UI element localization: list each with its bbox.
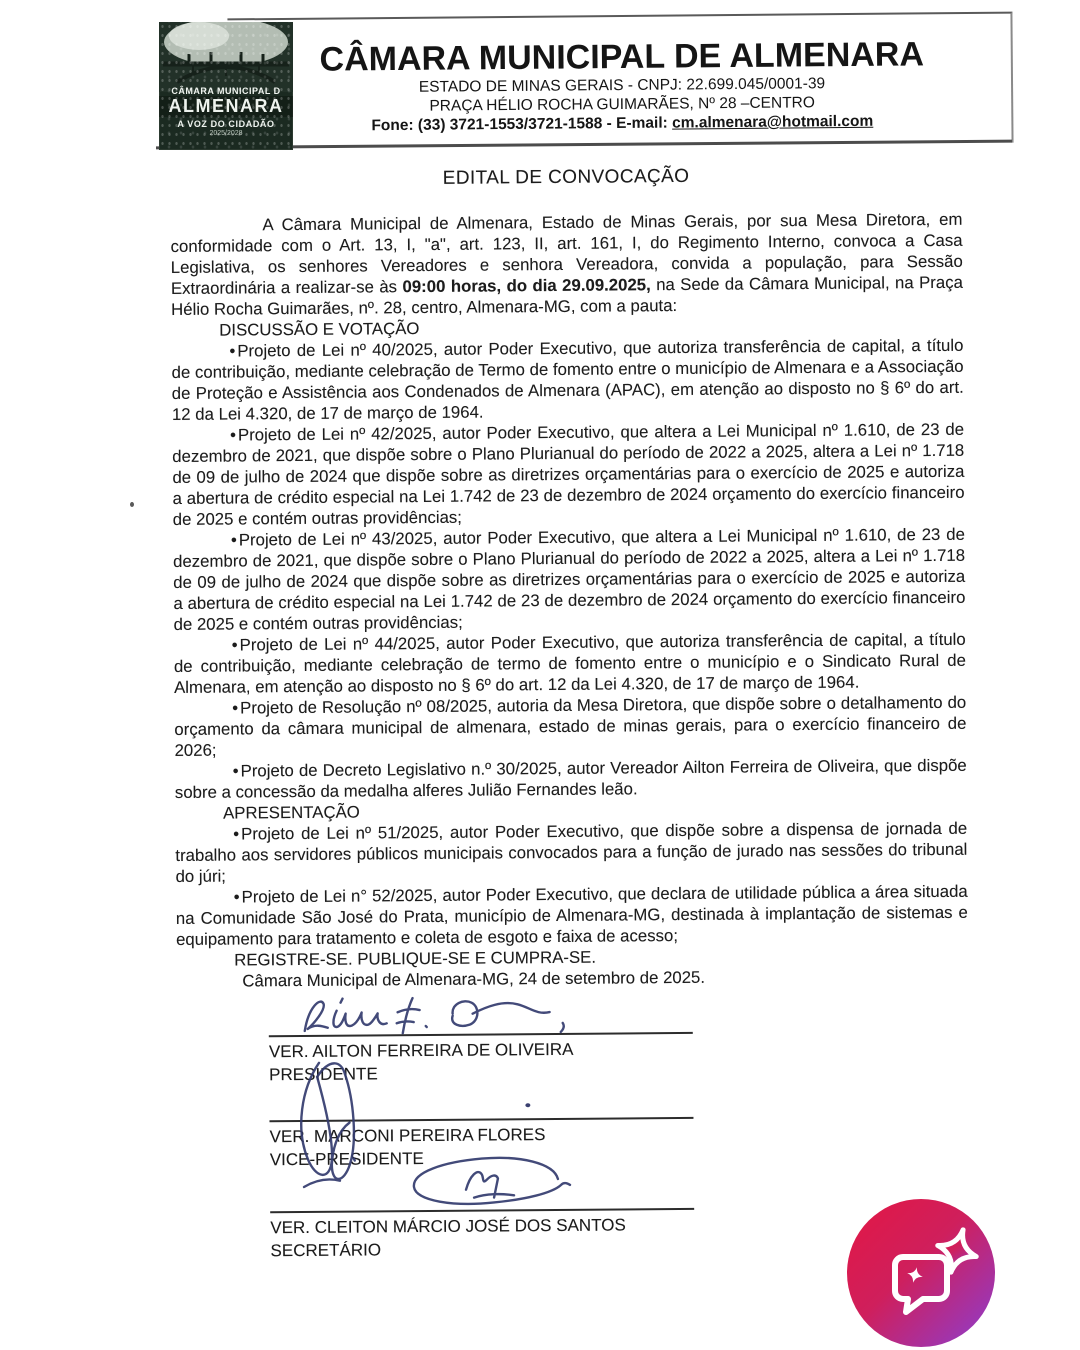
section-heading: DISCUSSÃO E VOTAÇÃO	[219, 319, 420, 340]
signature-entry	[269, 1117, 693, 1171]
logo-top-text: CÂMARA MUNICIPAL D	[171, 86, 281, 96]
agenda-item	[174, 629, 966, 698]
letterhead-line-cnpj: ESTADO DE MINAS GERAIS - CNPJ: 22.699.045/0001-39	[418, 75, 826, 96]
agenda-item-text: Projeto de Lei nº 44/2025, autor Poder Executivo, que autoriza transferência de capital, a título de contribuição, mediante celebração de termo de fomento entre o município e o Sindicato Rural de Almenara, em atenção ao disposto no § 6º do art. 12 da Lei 4.320, de 17 de março de 1964.	[173, 629, 966, 697]
logo-slogan: A VOZ DO CIDADÃO	[177, 119, 275, 129]
intro-paragraph	[170, 209, 963, 320]
letterhead-line-address: PRAÇA HÉLIO ROCHA GUIMARÃES, Nº 28 –CENTRO	[429, 94, 815, 115]
agenda-item	[171, 335, 964, 425]
agenda-item	[176, 881, 968, 950]
agenda-item-text: Projeto de Decreto Legislativo n.º 30/2025, autor Vereador Ailton Ferreira de Oliveira, que dispõe sobre a concessão da medalha alferes Julião Fernandes leão.	[174, 755, 967, 802]
signer-name: VER. AILTON FERREIRA DE OLIVEIRA	[268, 1039, 574, 1062]
document-body	[170, 164, 971, 1263]
bullet-icon: •	[229, 341, 236, 361]
signer-role: PRESIDENTE	[269, 1064, 378, 1085]
agenda-item-text: Projeto de Lei n° 52/2025, autor Poder Executivo, que declara de utilidade pública a área situada na Comunidade São José do Prata, município de Almenara-MG, destinada à implantação de sistemas e equipamento para tratamento e coleta de esgoto e faixa de acesso;	[175, 881, 968, 949]
signer-name: VER. CLEITON MÁRCIO JOSÉ DOS SANTOS	[270, 1215, 626, 1238]
signature-block	[269, 1032, 695, 1262]
agenda-item-text: Projeto de Lei nº 43/2025, autor Poder Executivo, que altera a Lei Municipal nº 1.610, de 23 de dezembro de 2021, que dispõe sobre o Plano Plurianual do período de 2022 a 2025, altera a Lei nº 1.718 de 09 de julho de 2024 que dispõe sobre as diretrizes orçamentárias para o exercício de 2025 e autoriza a abertura de crédito especial na Lei 1.742 de 23 de dezembro de 2024 orçamento do exercício financeiro de 2025 e contém outras providências;	[173, 524, 966, 634]
bullet-icon: •	[233, 824, 240, 844]
signature-entry	[269, 1032, 693, 1086]
intro-text: A Câmara Municipal de Almenara, Estado de Minas Gerais, por sua Mesa Diretora, em conformidade com o Art. 13, I, "a", art. 123, II, art. 161, I, do Regimento Interno, convoca a Casa Legislativa, os senhores Vereadores e senhora Vereadora, convida a população, para Sessão Extraordinária a realizar-se às	[170, 209, 963, 298]
agenda-item	[172, 419, 965, 530]
agenda-item-text: Projeto de Lei nº 40/2025, autor Poder Executivo, que autoriza transferência de capital, a título de contribuição, mediante celebração de Termo de fomento entre o município de Almenara e a Associação de Proteção e Assistência aos Condenados de Almenara (APAC), em atenção ao disposto no § 6º do art. 12 da Lei 4.320, de 17 de março de 1964.	[171, 335, 964, 424]
closing-order-line: REGISTRE-SE. PUBLIQUE-SE E CUMPRA-SE.	[234, 947, 597, 970]
document-title: EDITAL DE CONVOCAÇÃO	[442, 165, 690, 189]
agenda-item-text: Projeto de Lei nº 51/2025, autor Poder Executivo, que dispõe sobre a dispensa de jornada de trabalho aos servidores públicos municipais convocados para a função de jurado nas sessões do tribunal do júri;	[175, 818, 968, 886]
bullet-icon: •	[231, 635, 238, 655]
agenda-item-text: Projeto de Lei nº 42/2025, autor Poder Executivo, que altera a Lei Municipal nº 1.610, de 23 de dezembro de 2021, que dispõe sobre o Plano Plurianual do período de 2022 a 2025, altera a Lei nº 1.718 de 09 de julho de 2024 que dispõe sobre as diretrizes orçamentárias para o exercício de 2025 e autoriza a abertura de crédito especial na Lei 1.742 de 23 de dezembro de 2024 orçamento do exercício financeiro de 2025 e contém outras providências;	[172, 419, 965, 529]
agenda-item	[174, 692, 966, 761]
agenda-item	[175, 755, 967, 803]
bullet-icon: •	[230, 425, 237, 445]
chat-sparkle-badge[interactable]	[845, 1197, 997, 1349]
agenda-item-text: Projeto de Resolução nº 08/2025, autoria da Mesa Diretora, que dispõe sobre o detalhamento do orçamento da câmara municipal de almenara, estado de minas gerais, para o exercício financeiro de 2026;	[174, 692, 967, 760]
section-heading: APRESENTAÇÃO	[222, 802, 360, 823]
scan-artifact-dot	[130, 502, 134, 507]
agenda	[171, 314, 968, 950]
logo-name: ALMENARA	[159, 96, 293, 117]
bullet-icon: •	[230, 530, 237, 550]
bullet-icon: •	[233, 887, 240, 907]
organization-name: CÂMARA MUNICIPAL DE ALMENARA	[319, 35, 925, 79]
chat-sparkle-icon	[845, 1197, 997, 1349]
agenda-item	[175, 818, 967, 887]
session-datetime: 09:00 horas, do dia 29.09.2025,	[402, 275, 651, 297]
intro-text-after: na Sede da Câmara Municipal, na Praça Hélio Rocha Guimarães, nº. 28, centro, Almenara-MG, com a pauta:	[171, 272, 963, 319]
signer-name: VER. MARCONI PEREIRA FLORES	[269, 1125, 546, 1147]
letterhead	[248, 35, 997, 137]
closing-date-line: Câmara Municipal de Almenara-MG, 24 de setembro de 2025.	[242, 967, 706, 991]
ink-dot	[525, 1103, 530, 1107]
signer-role: VICE-PRESIDENTE	[269, 1149, 424, 1170]
signature-entry	[270, 1208, 694, 1262]
bullet-icon: •	[232, 698, 239, 718]
agenda-item	[173, 524, 966, 635]
email-text: cm.almenara@hotmail.com	[672, 112, 874, 132]
bullet-icon: •	[232, 761, 239, 781]
logo-term: 2025/2028	[209, 130, 243, 137]
phone-text: Fone: (33) 3721-1553/3721-1588 - E-mail:	[371, 114, 673, 135]
signer-role: SECRETÁRIO	[270, 1240, 382, 1261]
